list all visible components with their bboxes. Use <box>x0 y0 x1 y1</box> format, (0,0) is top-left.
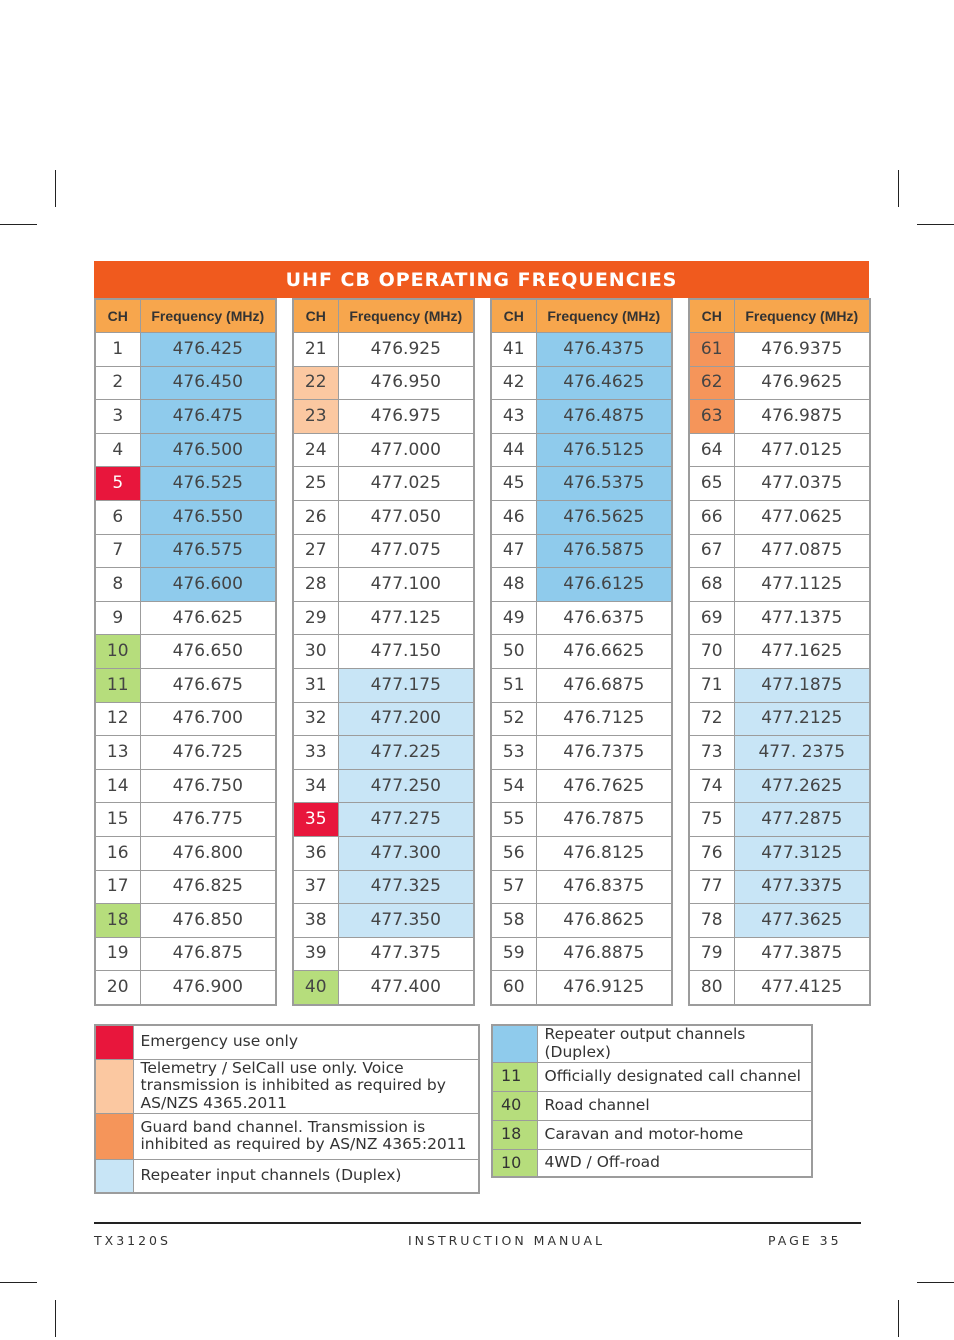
table-row <box>95 736 276 770</box>
table-row <box>293 500 474 534</box>
frequency-cell: 477.125 <box>338 601 474 635</box>
table-row <box>491 534 672 568</box>
frequency-cell: 477.0875 <box>734 534 870 568</box>
legend-right <box>491 1024 813 1178</box>
frequency-cell: 477.200 <box>338 702 474 736</box>
table-row <box>293 836 474 870</box>
channel-cell: 36 <box>293 836 338 870</box>
table-row <box>293 467 474 501</box>
channel-cell: 19 <box>95 937 140 971</box>
table-row <box>689 635 870 669</box>
channel-cell: 40 <box>293 971 338 1005</box>
frequency-cell: 476.9375 <box>734 333 870 367</box>
table-row <box>491 467 672 501</box>
frequency-cell: 476.775 <box>140 803 276 837</box>
channel-cell: 79 <box>689 937 734 971</box>
frequency-cell: 477.250 <box>338 769 474 803</box>
channel-cell: 62 <box>689 366 734 400</box>
table-row <box>689 870 870 904</box>
channel-cell: 7 <box>95 534 140 568</box>
frequency-cell: 476.950 <box>338 366 474 400</box>
legend-row <box>492 1091 812 1120</box>
channel-cell: 51 <box>491 668 536 702</box>
frequency-cell: 477.175 <box>338 668 474 702</box>
channel-cell: 20 <box>95 971 140 1005</box>
legend-text: Officially designated call channel <box>537 1062 812 1091</box>
legend-row <box>95 1113 479 1159</box>
frequency-cell: 477.350 <box>338 904 474 938</box>
table-row <box>689 702 870 736</box>
channel-cell: 46 <box>491 500 536 534</box>
frequency-cell: 477. 2375 <box>734 736 870 770</box>
channel-cell: 67 <box>689 534 734 568</box>
channel-cell: 74 <box>689 769 734 803</box>
frequency-cell: 477.4125 <box>734 971 870 1005</box>
table-row <box>491 568 672 602</box>
table-row <box>293 400 474 434</box>
table-row <box>491 937 672 971</box>
frequency-cell: 476.800 <box>140 836 276 870</box>
header-ch: CH <box>491 299 536 333</box>
table-row <box>95 937 276 971</box>
channel-cell: 50 <box>491 635 536 669</box>
channel-cell: 69 <box>689 601 734 635</box>
channel-cell: 57 <box>491 870 536 904</box>
frequency-cell: 477.100 <box>338 568 474 602</box>
channel-cell: 17 <box>95 870 140 904</box>
legend-row <box>492 1025 812 1062</box>
table-row <box>491 769 672 803</box>
table-row <box>293 433 474 467</box>
table-row <box>689 736 870 770</box>
table-row <box>95 500 276 534</box>
channel-cell: 32 <box>293 702 338 736</box>
table-row <box>293 937 474 971</box>
footer-rule <box>94 1222 861 1224</box>
frequency-cell: 476.8625 <box>536 904 672 938</box>
frequency-cell: 476.7625 <box>536 769 672 803</box>
frequency-cell: 477.1875 <box>734 668 870 702</box>
table-row <box>293 870 474 904</box>
channel-cell: 76 <box>689 836 734 870</box>
channel-cell: 5 <box>95 467 140 501</box>
channel-cell: 27 <box>293 534 338 568</box>
table-row <box>95 769 276 803</box>
channel-cell: 4 <box>95 433 140 467</box>
channel-cell: 29 <box>293 601 338 635</box>
table-row <box>491 433 672 467</box>
frequency-cell: 477.3375 <box>734 870 870 904</box>
header-frequency: Frequency (MHz) <box>140 299 276 333</box>
frequency-cell: 476.750 <box>140 769 276 803</box>
legend-text: Telemetry / SelCall use only. Voice transmission is inhibited as required by AS/NZS 4365.2011 <box>133 1059 479 1113</box>
frequency-cell: 477.0375 <box>734 467 870 501</box>
channel-cell: 21 <box>293 333 338 367</box>
channel-cell: 70 <box>689 635 734 669</box>
frequency-cell: 476.725 <box>140 736 276 770</box>
channel-cell: 35 <box>293 803 338 837</box>
channel-cell: 47 <box>491 534 536 568</box>
header-ch: CH <box>689 299 734 333</box>
table-row <box>95 870 276 904</box>
table-row <box>689 400 870 434</box>
channel-cell: 13 <box>95 736 140 770</box>
frequency-cell: 476.650 <box>140 635 276 669</box>
footer-model: TX3120S <box>94 1233 171 1248</box>
frequency-cell: 476.5875 <box>536 534 672 568</box>
table-row <box>95 635 276 669</box>
legend-row <box>492 1120 812 1149</box>
table-row <box>491 366 672 400</box>
frequency-cell: 476.7875 <box>536 803 672 837</box>
table-row <box>491 400 672 434</box>
frequency-cell: 476.7375 <box>536 736 672 770</box>
channel-cell: 44 <box>491 433 536 467</box>
table-row <box>689 534 870 568</box>
channel-cell: 24 <box>293 433 338 467</box>
legend-swatch: 18 <box>492 1120 537 1149</box>
frequency-cell: 477.050 <box>338 500 474 534</box>
table-row <box>689 769 870 803</box>
table-row <box>95 601 276 635</box>
channel-cell: 28 <box>293 568 338 602</box>
channel-cell: 31 <box>293 668 338 702</box>
table-row <box>689 601 870 635</box>
frequency-cell: 476.825 <box>140 870 276 904</box>
frequency-cell: 476.6875 <box>536 668 672 702</box>
table-row <box>491 702 672 736</box>
channel-cell: 37 <box>293 870 338 904</box>
table-row <box>95 568 276 602</box>
frequency-cell: 476.4875 <box>536 400 672 434</box>
table-row <box>689 467 870 501</box>
frequency-cell: 476.5125 <box>536 433 672 467</box>
frequency-cell: 477.2625 <box>734 769 870 803</box>
table-row <box>491 836 672 870</box>
frequency-cell: 477.225 <box>338 736 474 770</box>
table-row <box>293 333 474 367</box>
legend-swatch <box>492 1025 537 1062</box>
header-frequency: Frequency (MHz) <box>536 299 672 333</box>
table-row <box>293 534 474 568</box>
channel-cell: 41 <box>491 333 536 367</box>
table-row <box>95 534 276 568</box>
channel-cell: 48 <box>491 568 536 602</box>
channel-cell: 52 <box>491 702 536 736</box>
table-row <box>491 333 672 367</box>
frequency-cell: 477.3125 <box>734 836 870 870</box>
table-row <box>491 736 672 770</box>
frequency-cell: 476.450 <box>140 366 276 400</box>
frequency-cell: 476.850 <box>140 904 276 938</box>
table-row <box>491 635 672 669</box>
table-row <box>293 568 474 602</box>
table-row <box>95 467 276 501</box>
header-frequency: Frequency (MHz) <box>338 299 474 333</box>
crop-mark <box>55 170 56 207</box>
channel-cell: 54 <box>491 769 536 803</box>
table-row <box>293 769 474 803</box>
frequency-cell: 477.025 <box>338 467 474 501</box>
channel-cell: 42 <box>491 366 536 400</box>
frequency-cell: 476.5625 <box>536 500 672 534</box>
channel-cell: 71 <box>689 668 734 702</box>
frequency-cell: 476.550 <box>140 500 276 534</box>
frequency-cell: 477.3625 <box>734 904 870 938</box>
frequency-cell: 476.5375 <box>536 467 672 501</box>
frequency-cell: 476.975 <box>338 400 474 434</box>
frequency-cell: 476.6375 <box>536 601 672 635</box>
crop-mark <box>0 224 37 225</box>
frequency-cell: 476.8375 <box>536 870 672 904</box>
channel-cell: 80 <box>689 971 734 1005</box>
crop-mark <box>917 1282 954 1283</box>
legend-row <box>95 1159 479 1193</box>
table-row <box>293 601 474 635</box>
table-row <box>491 971 672 1005</box>
channel-cell: 25 <box>293 467 338 501</box>
channel-cell: 33 <box>293 736 338 770</box>
legend-row <box>492 1062 812 1091</box>
frequency-cell: 477.0625 <box>734 500 870 534</box>
channel-cell: 2 <box>95 366 140 400</box>
legend-row <box>492 1149 812 1177</box>
frequency-cell: 476.675 <box>140 668 276 702</box>
channel-cell: 18 <box>95 904 140 938</box>
channel-cell: 73 <box>689 736 734 770</box>
channel-cell: 1 <box>95 333 140 367</box>
header-ch: CH <box>95 299 140 333</box>
table-row <box>689 836 870 870</box>
frequency-cell: 476.600 <box>140 568 276 602</box>
channel-cell: 65 <box>689 467 734 501</box>
table-row <box>689 568 870 602</box>
legend-text: Emergency use only <box>133 1025 479 1059</box>
channel-cell: 15 <box>95 803 140 837</box>
footer-manual: INSTRUCTION MANUAL <box>408 1233 606 1248</box>
frequency-cell: 477.1625 <box>734 635 870 669</box>
frequency-cell: 477.000 <box>338 433 474 467</box>
frequency-cell: 476.625 <box>140 601 276 635</box>
table-row <box>689 937 870 971</box>
frequency-cell: 477.325 <box>338 870 474 904</box>
table-row <box>95 702 276 736</box>
frequency-cell: 476.575 <box>140 534 276 568</box>
table-row <box>95 803 276 837</box>
table-row <box>95 836 276 870</box>
channel-cell: 53 <box>491 736 536 770</box>
legend-text: Road channel <box>537 1091 812 1120</box>
frequency-cell: 476.8875 <box>536 937 672 971</box>
table-row <box>491 870 672 904</box>
table-row <box>689 500 870 534</box>
table-row <box>293 803 474 837</box>
channel-cell: 77 <box>689 870 734 904</box>
frequency-cell: 476.6625 <box>536 635 672 669</box>
table-row <box>491 601 672 635</box>
table-row <box>689 333 870 367</box>
frequency-cell: 476.7125 <box>536 702 672 736</box>
frequency-cell: 476.8125 <box>536 836 672 870</box>
legend-text: Repeater output channels (Duplex) <box>537 1025 812 1062</box>
header-ch: CH <box>293 299 338 333</box>
frequency-table-4 <box>688 298 871 1006</box>
legend-row <box>95 1025 479 1059</box>
legend-text: Repeater input channels (Duplex) <box>133 1159 479 1193</box>
channel-cell: 66 <box>689 500 734 534</box>
channel-cell: 22 <box>293 366 338 400</box>
header-frequency: Frequency (MHz) <box>734 299 870 333</box>
channel-cell: 38 <box>293 904 338 938</box>
table-row <box>491 904 672 938</box>
channel-cell: 34 <box>293 769 338 803</box>
legend-swatch <box>95 1159 133 1193</box>
frequency-cell: 476.700 <box>140 702 276 736</box>
table-title: UHF CB OPERATING FREQUENCIES <box>94 261 869 298</box>
legend-left <box>94 1024 480 1194</box>
frequency-cell: 476.9125 <box>536 971 672 1005</box>
table-row <box>689 668 870 702</box>
frequency-cell: 477.150 <box>338 635 474 669</box>
channel-cell: 8 <box>95 568 140 602</box>
crop-mark <box>898 1300 899 1337</box>
channel-cell: 11 <box>95 668 140 702</box>
legend-swatch <box>95 1113 133 1159</box>
table-row <box>491 500 672 534</box>
frequency-cell: 476.9625 <box>734 366 870 400</box>
table-row <box>689 904 870 938</box>
legend-swatch: 11 <box>492 1062 537 1091</box>
table-row <box>491 668 672 702</box>
table-row <box>293 366 474 400</box>
channel-cell: 45 <box>491 467 536 501</box>
frequency-cell: 477.400 <box>338 971 474 1005</box>
channel-cell: 14 <box>95 769 140 803</box>
channel-cell: 68 <box>689 568 734 602</box>
channel-cell: 39 <box>293 937 338 971</box>
frequency-cell: 477.2875 <box>734 803 870 837</box>
channel-cell: 78 <box>689 904 734 938</box>
channel-cell: 72 <box>689 702 734 736</box>
table-row <box>95 668 276 702</box>
footer-page: PAGE 35 <box>768 1233 842 1248</box>
frequency-table-1 <box>94 298 277 1006</box>
table-row <box>95 333 276 367</box>
table-row <box>95 400 276 434</box>
legend-swatch <box>95 1025 133 1059</box>
channel-cell: 49 <box>491 601 536 635</box>
table-row <box>95 904 276 938</box>
channel-cell: 59 <box>491 937 536 971</box>
frequency-cell: 476.925 <box>338 333 474 367</box>
table-row <box>491 803 672 837</box>
table-row <box>293 971 474 1005</box>
legend-text: Guard band channel. Transmission is inhibited as required by AS/NZ 4365:2011 <box>133 1113 479 1159</box>
frequency-cell: 476.4375 <box>536 333 672 367</box>
channel-cell: 63 <box>689 400 734 434</box>
channel-cell: 30 <box>293 635 338 669</box>
channel-cell: 56 <box>491 836 536 870</box>
channel-cell: 26 <box>293 500 338 534</box>
crop-mark <box>55 1300 56 1337</box>
frequency-table-2 <box>292 298 475 1006</box>
frequency-cell: 477.3875 <box>734 937 870 971</box>
legend-swatch <box>95 1059 133 1113</box>
crop-mark <box>0 1282 37 1283</box>
frequency-cell: 477.0125 <box>734 433 870 467</box>
frequency-cell: 476.4625 <box>536 366 672 400</box>
channel-cell: 43 <box>491 400 536 434</box>
crop-mark <box>898 170 899 207</box>
table-row <box>293 668 474 702</box>
frequency-cell: 476.475 <box>140 400 276 434</box>
frequency-cell: 477.375 <box>338 937 474 971</box>
legend-swatch: 40 <box>492 1091 537 1120</box>
channel-cell: 64 <box>689 433 734 467</box>
frequency-cell: 477.300 <box>338 836 474 870</box>
table-row <box>95 971 276 1005</box>
table-row <box>95 366 276 400</box>
frequency-cell: 476.425 <box>140 333 276 367</box>
frequency-cell: 476.525 <box>140 467 276 501</box>
channel-cell: 16 <box>95 836 140 870</box>
channel-cell: 55 <box>491 803 536 837</box>
table-row <box>689 803 870 837</box>
legend-row <box>95 1059 479 1113</box>
table-row <box>689 971 870 1005</box>
channel-cell: 23 <box>293 400 338 434</box>
crop-mark <box>917 224 954 225</box>
frequency-table-3 <box>490 298 673 1006</box>
channel-cell: 9 <box>95 601 140 635</box>
frequency-cell: 476.900 <box>140 971 276 1005</box>
channel-cell: 10 <box>95 635 140 669</box>
frequency-cell: 477.075 <box>338 534 474 568</box>
frequency-cell: 476.500 <box>140 433 276 467</box>
channel-cell: 58 <box>491 904 536 938</box>
table-row <box>689 366 870 400</box>
frequency-cell: 476.6125 <box>536 568 672 602</box>
frequency-cell: 477.1125 <box>734 568 870 602</box>
channel-cell: 3 <box>95 400 140 434</box>
channel-cell: 61 <box>689 333 734 367</box>
frequency-cell: 477.1375 <box>734 601 870 635</box>
channel-cell: 75 <box>689 803 734 837</box>
table-row <box>95 433 276 467</box>
channel-cell: 12 <box>95 702 140 736</box>
frequency-cell: 477.2125 <box>734 702 870 736</box>
legend-text: 4WD / Off-road <box>537 1149 812 1177</box>
table-row <box>689 433 870 467</box>
legend-swatch: 10 <box>492 1149 537 1177</box>
table-row <box>293 702 474 736</box>
frequency-cell: 477.275 <box>338 803 474 837</box>
frequency-cell: 476.875 <box>140 937 276 971</box>
table-row <box>293 736 474 770</box>
channel-cell: 60 <box>491 971 536 1005</box>
channel-cell: 6 <box>95 500 140 534</box>
table-row <box>293 635 474 669</box>
frequency-cell: 476.9875 <box>734 400 870 434</box>
legend-text: Caravan and motor-home <box>537 1120 812 1149</box>
table-row <box>293 904 474 938</box>
